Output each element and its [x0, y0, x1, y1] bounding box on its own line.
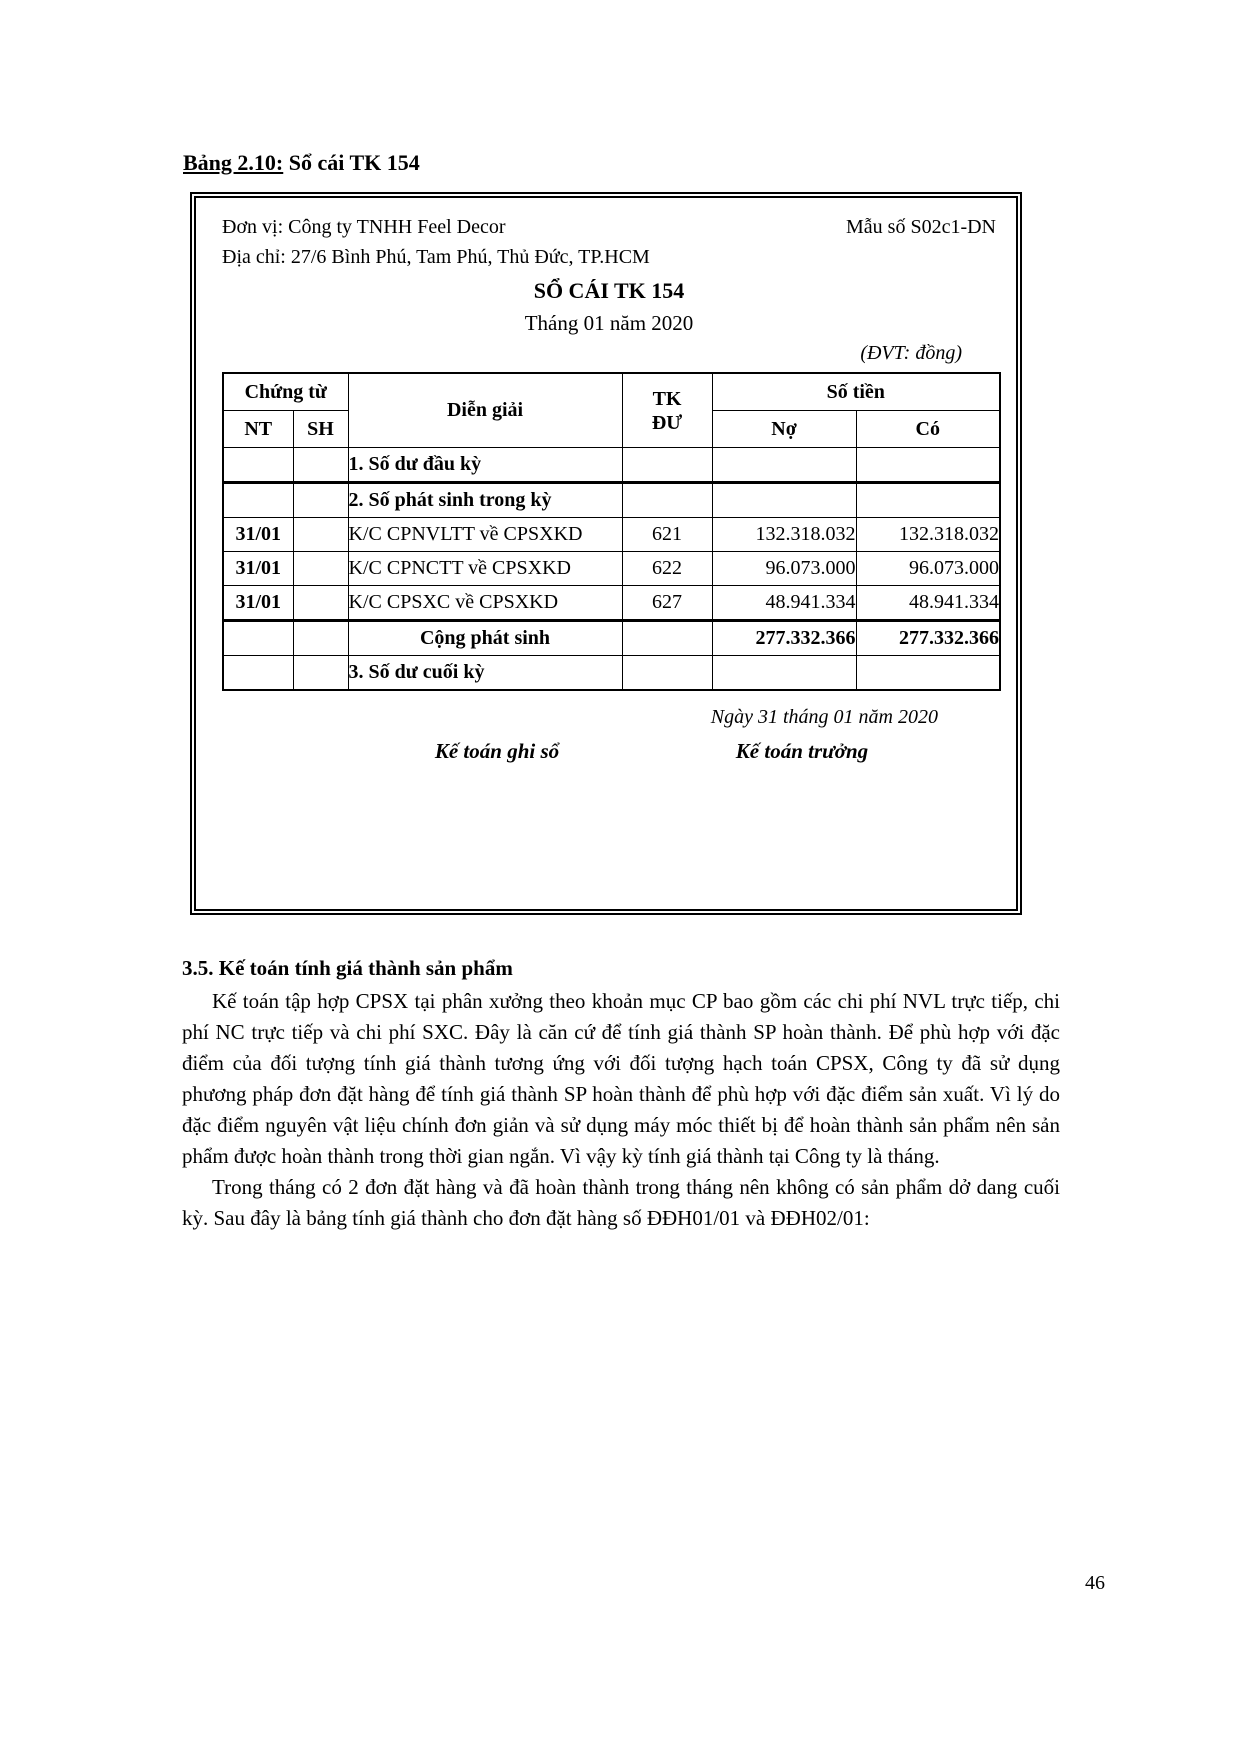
cell-no: 277.332.366	[712, 621, 856, 656]
cell-nt	[223, 448, 293, 483]
page-number: 46	[1085, 1572, 1105, 1594]
header-so-tien: Số tiền	[712, 373, 1000, 411]
header-no: Nợ	[712, 411, 856, 448]
signature-chief-accountant: Kế toán trưởng	[735, 739, 869, 763]
cell-nt	[223, 483, 293, 518]
table-row	[223, 518, 1000, 552]
cell-no: 96.073.000	[712, 552, 856, 586]
cell-co	[856, 483, 1000, 518]
ledger-table	[222, 372, 1001, 691]
cell-tk	[622, 448, 712, 483]
cell-desc: 1. Số dư đầu kỳ	[348, 448, 622, 483]
cell-co: 277.332.366	[856, 621, 1000, 656]
cell-nt	[223, 656, 293, 691]
cell-sh	[293, 518, 348, 552]
cell-desc: 3. Số dư cuối kỳ	[348, 656, 622, 691]
address-label: Địa chỉ:	[222, 246, 286, 268]
cell-co: 132.318.032	[856, 518, 1000, 552]
header-tk-line1: TK	[652, 387, 682, 410]
cell-sh	[293, 656, 348, 691]
cell-sh	[293, 552, 348, 586]
cell-desc: K/C CPNVLTT về CPSXKD	[348, 518, 622, 552]
table-row	[223, 552, 1000, 586]
ledger-table-body	[223, 448, 1000, 691]
figure-caption-label: Bảng 2.10:	[183, 150, 284, 175]
cell-nt: 31/01	[223, 586, 293, 621]
cell-no: 132.318.032	[712, 518, 856, 552]
cell-desc: K/C CPNCTT về CPSXKD	[348, 552, 622, 586]
cell-co: 96.073.000	[856, 552, 1000, 586]
table-row-total	[223, 621, 1000, 656]
address-line	[222, 242, 996, 272]
header-tk-du	[622, 373, 712, 448]
cell-desc: 2. Số phát sinh trong kỳ	[348, 483, 622, 518]
table-row	[223, 448, 1000, 483]
cell-nt: 31/01	[223, 552, 293, 586]
cell-sh	[293, 483, 348, 518]
ledger-header-row	[222, 212, 996, 242]
unit-value: Công ty TNHH Feel Decor	[283, 216, 506, 238]
form-number: Mẫu số S02c1-DN	[846, 216, 996, 238]
figure-caption	[183, 150, 420, 176]
currency-unit-note: (ĐVT: đồng)	[860, 342, 962, 364]
cell-tk	[622, 621, 712, 656]
cell-co	[856, 656, 1000, 691]
header-sh: SH	[293, 411, 348, 448]
cell-no: 48.941.334	[712, 586, 856, 621]
cell-sh	[293, 621, 348, 656]
section-3-5	[182, 952, 1060, 1234]
cell-desc: K/C CPSXC về CPSXKD	[348, 586, 622, 621]
cell-nt: 31/01	[223, 518, 293, 552]
signature-bookkeeper: Kế toán ghi sổ	[434, 739, 560, 763]
header-dien-giai: Diễn giải	[348, 373, 622, 448]
header-co: Có	[856, 411, 1000, 448]
cell-no	[712, 483, 856, 518]
cell-sh	[293, 586, 348, 621]
cell-co	[856, 448, 1000, 483]
unit-label: Đơn vị:	[222, 216, 284, 238]
cell-nt	[223, 621, 293, 656]
section-paragraph-1: Kế toán tập hợp CPSX tại phân xưởng theo khoản mục CP bao gồm các chi phí NVL trực tiếp, chi phí NC trực tiếp và chi phí SXC. Đây là căn cứ để tính giá thành SP hoàn thành. Để phù hợp với đặc điểm của đối tượng tính giá thành tương ứng với đối tượng hạch toán CPSX, Công ty đã sử dụng phương pháp đơn đặt hàng để tính giá thành SP hoàn thành để phù hợp với đặc điểm sản xuất. Vì lý do đặc điểm nguyên vật liệu chính đơn giản và sử dụng máy móc thiết bị để hoàn thành sản phẩm nên sản phẩm được hoàn thành trong thời gian ngắn. Vì vậy kỳ tính giá thành tại Công ty là tháng.	[182, 989, 1060, 1168]
table-row	[223, 656, 1000, 691]
section-heading: 3.5. Kế toán tính giá thành sản phẩm	[182, 956, 513, 980]
cell-tk: 621	[622, 518, 712, 552]
signature-date-line: Ngày 31 tháng 01 năm 2020	[710, 706, 938, 728]
cell-no	[712, 656, 856, 691]
cell-no	[712, 448, 856, 483]
ledger-table-head	[223, 373, 1000, 448]
ledger-title: SỔ CÁI TK 154	[533, 278, 685, 303]
cell-co: 48.941.334	[856, 586, 1000, 621]
header-chung-tu: Chứng từ	[223, 373, 348, 411]
ledger-subtitle: Tháng 01 năm 2020	[524, 311, 694, 335]
table-row	[223, 483, 1000, 518]
section-paragraph-2: Trong tháng có 2 đơn đặt hàng và đã hoàn thành trong tháng nên không có sản phẩm dở dang cuối kỳ. Sau đây là bảng tính giá thành cho đơn đặt hàng số ĐĐH01/01 và ĐĐH02/01:	[182, 1175, 1060, 1230]
unit-line	[222, 212, 506, 242]
header-nt: NT	[223, 411, 293, 448]
cell-desc: Cộng phát sinh	[348, 621, 622, 656]
address-value: 27/6 Bình Phú, Tam Phú, Thủ Đức, TP.HCM	[285, 246, 650, 268]
cell-tk	[622, 483, 712, 518]
cell-tk: 622	[622, 552, 712, 586]
header-tk-line2: ĐƯ	[651, 411, 683, 434]
cell-sh	[293, 448, 348, 483]
cell-tk: 627	[622, 586, 712, 621]
cell-tk	[622, 656, 712, 691]
figure-caption-title: Sổ cái TK 154	[283, 150, 420, 175]
signature-row	[222, 737, 996, 765]
ledger-box-inner	[194, 196, 1018, 911]
table-row	[223, 586, 1000, 621]
ledger-box	[190, 192, 1022, 915]
